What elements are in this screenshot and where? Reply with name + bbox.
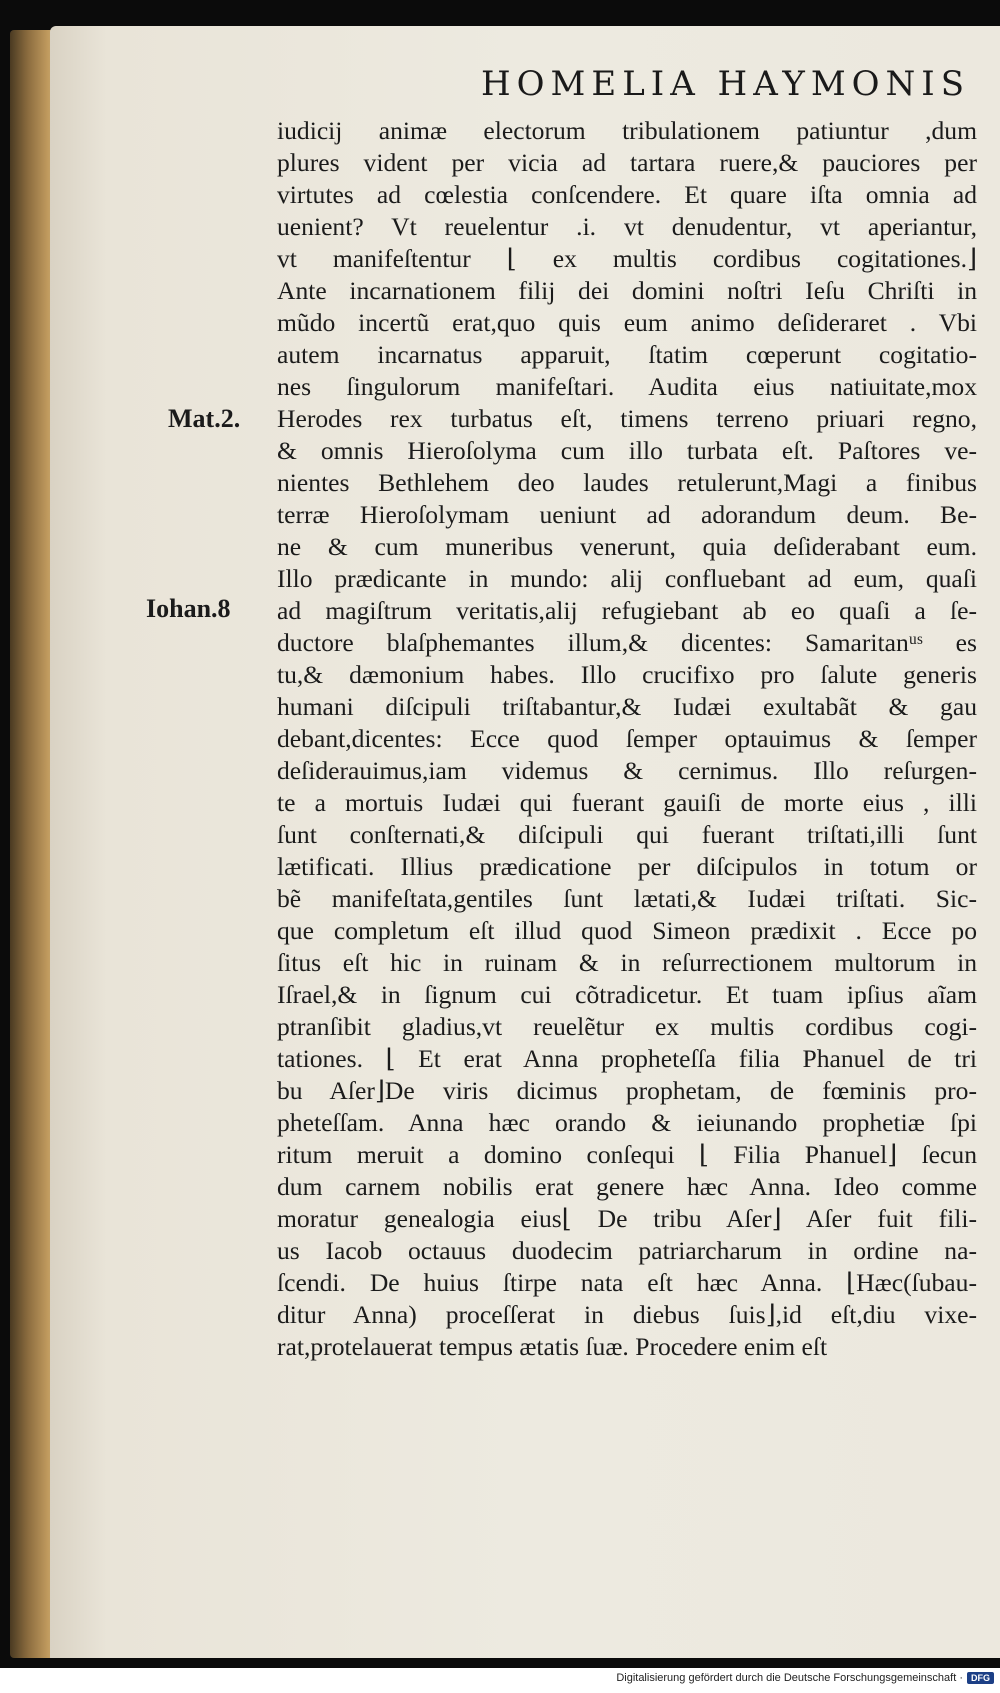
text-line: plures vident per vicia ad tartara ruere,& pauciores per bbox=[277, 148, 977, 177]
text-line: autem incarnatus apparuit, ſtatim cœperunt cogitatio- bbox=[277, 340, 977, 369]
text-line: virtutes ad cœlestia conſcendere. Et quare iſta omnia ad bbox=[277, 180, 977, 209]
text-line: lætificati. Illius prædicatione per diſcipulos in totum or bbox=[277, 852, 977, 881]
margin-note-mat: Mat.2. bbox=[168, 404, 241, 433]
text-line: ſcendi. De huius ſtirpe nata eſt hæc Anna. ⌊Hæc(ſubau- bbox=[277, 1268, 977, 1297]
text-line: Ante incarnationem filij dei domini noſtri Ieſu Chriſti in bbox=[277, 276, 977, 305]
text-line: ad magiſtrum veritatis,alij refugiebant ab eo quaſi a ſe- bbox=[277, 596, 977, 625]
dfg-logo: DFG bbox=[967, 1672, 994, 1684]
text-line: iudicij animæ electorum tribulationem patiuntur ,dum bbox=[277, 116, 977, 145]
text-line: nes ſingulorum manifeſtari. Audita eius natiuitate,mox bbox=[277, 372, 977, 401]
text-line: nientes Bethlehem deo laudes retulerunt,Magi a finibus bbox=[277, 468, 977, 497]
text-block bbox=[277, 115, 977, 1363]
text-line: ritum meruit a domino conſequi ⌊ Filia Phanuel⌋ ſecun bbox=[277, 1140, 977, 1169]
text-line: uenient? Vt reuelentur .i. vt denudentur, vt aperiantur, bbox=[277, 212, 977, 241]
text-line: debant,dicentes: Ecce quod ſemper optauimus & ſemper bbox=[277, 724, 977, 753]
text-line: mũdo incertũ erat,quo quis eum animo deſideraret . Vbi bbox=[277, 308, 977, 337]
text-line: Iſrael,& in ſignum cui cõtradicetur. Et tuam ipſius aĩam bbox=[277, 980, 977, 1009]
text-line: Herodes rex turbatus eſt, timens terreno priuari regno, bbox=[277, 404, 977, 433]
text-line: bẽ manifeſtata,gentiles ſunt lætati,& Iudæi triſtati. Sic- bbox=[277, 884, 977, 913]
text-line: moratur genealogia eius⌊ De tribu Aſer⌋ Aſer fuit fili- bbox=[277, 1204, 977, 1233]
text-line: us Iacob octauus duodecim patriarcharum in ordine na- bbox=[277, 1236, 977, 1265]
text-line: deſiderauimus,iam videmus & cernimus. Illo reſurgen- bbox=[277, 756, 977, 785]
text-line: ditur Anna) proceſſerat in diebus ſuis⌋,id eſt,diu vixe- bbox=[277, 1300, 977, 1329]
text-line: & omnis Hieroſolyma cum illo turbata eſt. Paſtores ve- bbox=[277, 436, 977, 465]
text-line: bu Aſer⌋De viris dicimus prophetam, de fœminis pro- bbox=[277, 1076, 977, 1105]
text-line: ſitus eſt hic in ruinam & in reſurrectionem multorum in bbox=[277, 948, 977, 977]
text-line: ductore blaſphemantes illum,& dicentes: Samaritanᵘˢ es bbox=[277, 628, 977, 657]
text-line: pheteſſam. Anna hæc orando & ieiunando prophetiæ ſpi bbox=[277, 1108, 977, 1137]
text-line: ne & cum muneribus venerunt, quia deſiderabant eum. bbox=[277, 532, 977, 561]
text-line: tationes. ⌊ Et erat Anna propheteſſa filia Phanuel de tri bbox=[277, 1044, 977, 1073]
text-line: dum carnem nobilis erat genere hæc Anna. Ideo comme bbox=[277, 1172, 977, 1201]
footer-credit: Digitalisierung gefördert durch die Deutsche Forschungsgemeinschaft · bbox=[616, 1672, 963, 1684]
text-line: humani diſcipuli triſtabantur,& Iudæi exultabãt & gau bbox=[277, 692, 977, 721]
text-line: vt manifeſtentur ⌊ ex multis cordibus cogitationes.⌋ bbox=[277, 244, 977, 273]
text-line: rat,protelauerat tempus ætatis ſuæ. Procedere enim eſt bbox=[277, 1332, 828, 1361]
text-line: terræ Hieroſolymam ueniunt ad adorandum deum. Be- bbox=[277, 500, 977, 529]
text-line: ſunt conſternati,& diſcipuli qui fuerant triſtati,illi ſunt bbox=[277, 820, 977, 849]
digitization-footer bbox=[616, 1672, 994, 1684]
text-line: te a mortuis Iudæi qui fuerant gauiſi de morte eius , illi bbox=[277, 788, 977, 817]
text-line: Illo prædicante in mundo: alij confluebant ad eum, quaſi bbox=[277, 564, 977, 593]
margin-note-iohan: Iohan.8 bbox=[146, 594, 231, 623]
running-head: HOMELIA HAYMONIS bbox=[481, 64, 970, 104]
text-line: tu,& dæmonium habes. Illo crucifixo pro ſalute generis bbox=[277, 660, 977, 689]
text-line: ptranſibit gladius,vt reuelẽtur ex multis cordibus cogi- bbox=[277, 1012, 977, 1041]
text-line: que completum eſt illud quod Simeon prædixit . Ecce po bbox=[277, 916, 977, 945]
